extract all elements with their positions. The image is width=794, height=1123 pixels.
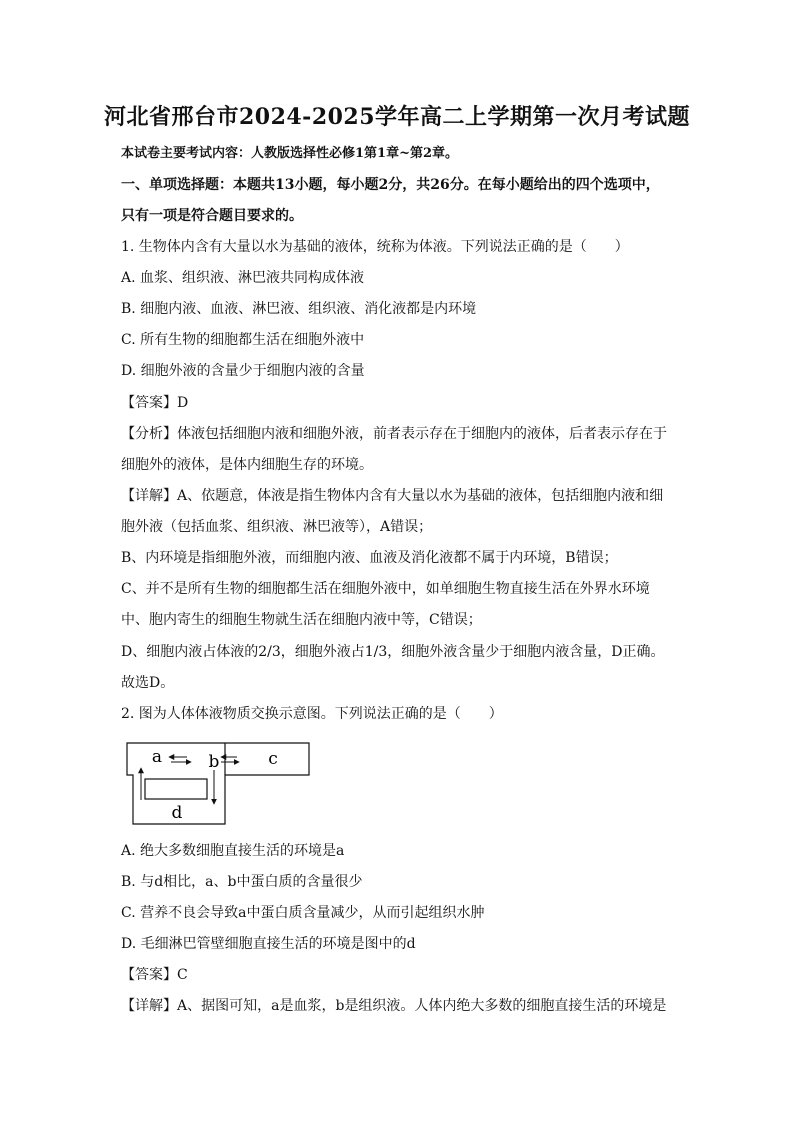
q1-option-a: A. 血浆、组织液、淋巴液共同构成体液	[121, 270, 365, 286]
q1-answer: 【答案】D	[121, 395, 189, 411]
q1-detail-line4: C、并不是所有生物的细胞都生活在细胞外液中，如单细胞生物直接生活在外界水环境	[121, 581, 650, 597]
q1-detail-line6: D、细胞内液占体液的2/3，细胞外液占1/3，细胞外液含量少于细胞内液含量，D正确。	[121, 644, 665, 660]
q1-option-b: B. 细胞内液、血液、淋巴液、组织液、消化液都是内环境	[121, 301, 477, 317]
section-heading-line1: 一、单项选择题：本题共13小题，每小题2分，共26分。在每小题给出的四个选项中，	[121, 177, 660, 193]
diagram-label-d: d	[171, 803, 183, 823]
q1-option-d: D. 细胞外液的含量少于细胞内液的含量	[121, 363, 365, 379]
q2-answer: 【答案】C	[121, 967, 188, 983]
diagram-label-a: a	[151, 747, 163, 767]
q2-option-c: C. 营养不良会导致a中蛋白质含量减少，从而引起组织水肿	[121, 905, 485, 921]
diagram-inner-box-d	[145, 779, 207, 799]
exam-scope: 本试卷主要考试内容：人教版选择性必修1第1章~第2章。	[121, 146, 459, 161]
q2-stem: 2. 图为人体体液物质交换示意图。下列说法正确的是（ ）	[121, 706, 503, 722]
diagram-label-c: c	[268, 749, 278, 769]
body-fluid-exchange-diagram	[121, 738, 321, 828]
q1-detail-line1: 【详解】A、依题意，体液是指生物体内含有大量以水为基础的液体，包括细胞内液和细	[121, 488, 664, 504]
section-heading-line2: 只有一项是符合题目要求的。	[121, 208, 303, 224]
q1-stem: 1. 生物体内含有大量以水为基础的液体，统称为体液。下列说法正确的是（ ）	[121, 239, 629, 255]
q1-detail-line2: 胞外液（包括血浆、组织液、淋巴液等），A错误；	[121, 519, 433, 535]
q1-detail-line7: 故选D。	[121, 675, 175, 691]
q1-detail-line5: 中、胞内寄生的细胞生物就生活在细胞内液中等，C错误；	[121, 612, 482, 628]
q1-option-c: C. 所有生物的细胞都生活在细胞外液中	[121, 332, 365, 348]
q1-analysis-line1: 【分析】体液包括细胞内液和细胞外液，前者表示存在于细胞内的液体，后者表示存在于	[121, 426, 667, 442]
q1-analysis-line2: 细胞外的液体，是体内细胞生存的环境。	[121, 457, 373, 473]
page-title: 河北省邢台市2024-2025学年高二上学期第一次月考试题	[103, 104, 691, 130]
q2-option-d: D. 毛细淋巴管壁细胞直接生活的环境是图中的d	[121, 936, 416, 952]
q2-detail-line1: 【详解】A、据图可知，a是血浆，b是组织液。人体内绝大多数的细胞直接生活的环境是	[121, 998, 667, 1014]
q1-detail-line3: B、内环境是指细胞外液，而细胞内液、血液及消化液都不属于内环境，B错误；	[121, 550, 618, 566]
diagram-label-b: b	[208, 752, 220, 772]
q2-option-a: A. 绝大多数细胞直接生活的环境是a	[121, 843, 345, 859]
q2-option-b: B. 与d相比，a、b中蛋白质的含量很少	[121, 874, 363, 890]
